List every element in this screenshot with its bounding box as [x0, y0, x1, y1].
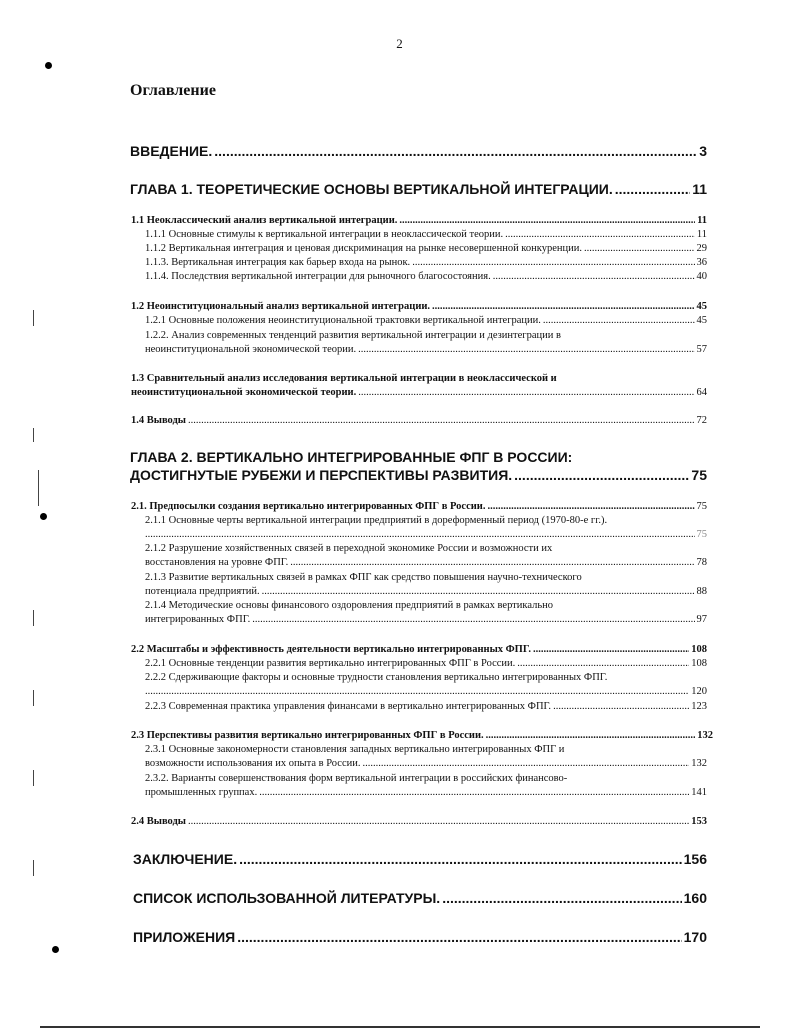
dot-leader	[262, 586, 695, 597]
dot-leader	[252, 614, 694, 625]
toc-entry-2-1-3[interactable]	[145, 586, 707, 597]
toc-entry-2-1-4-line1[interactable]: 2.1.4 Методические основы финансового оздоровления предприятий в рамках вертикально	[145, 600, 553, 611]
toc-entry-text: ЗАКЛЮЧЕНИЕ.	[133, 851, 238, 867]
toc-entry-2-1[interactable]	[131, 501, 707, 512]
dot-leader	[543, 315, 695, 326]
dot-leader	[145, 686, 689, 697]
toc-entry-1-1-3[interactable]	[145, 257, 707, 268]
scan-edge-line	[40, 1026, 760, 1028]
toc-entry-2-4[interactable]	[131, 816, 707, 827]
toc-entry-introduction[interactable]	[130, 143, 707, 159]
toc-entry-page: 108	[691, 658, 707, 669]
dot-leader	[493, 271, 695, 282]
toc-entry-1-2-2-line1[interactable]: 1.2.2. Анализ современных тенденций развития вертикальной интеграции и дезинтеграции в	[145, 330, 561, 341]
dot-leader	[505, 229, 695, 240]
toc-entry-page: 11	[692, 181, 707, 197]
dot-leader	[188, 415, 694, 426]
toc-entry-page: 97	[696, 614, 707, 625]
toc-entry-text: 1.1.4. Последствия вертикальной интеграции для рыночного благосостояния.	[145, 271, 491, 282]
toc-entry-text: 1.2.1 Основные положения неоинституциональной трактовки вертикальной интеграции.	[145, 315, 541, 326]
toc-entry-text: промышленных группах.	[145, 787, 258, 798]
toc-entry-page: 132	[697, 730, 713, 741]
toc-entry-page: 132	[691, 758, 707, 769]
toc-entry-page: 11	[697, 215, 707, 226]
dot-leader	[290, 557, 694, 568]
scan-mark	[33, 610, 34, 626]
dot-leader	[432, 301, 694, 312]
toc-entry-page: 45	[696, 301, 707, 312]
scan-dot	[40, 513, 47, 520]
toc-entry-text: возможности использования их опыта в России.	[145, 758, 361, 769]
toc-entry-page: 64	[696, 387, 707, 398]
toc-entry-text: восстановления на уровне ФПГ.	[145, 557, 289, 568]
toc-entry-text: 1.1.1 Основные стимулы к вертикальной интеграции в неоклассической теории.	[145, 229, 504, 240]
toc-entry-2-2-3[interactable]	[145, 701, 707, 712]
toc-entry-1-2[interactable]	[131, 301, 707, 312]
toc-entry-conclusion[interactable]	[133, 851, 707, 867]
page-number: 2	[396, 36, 403, 51]
dot-leader	[362, 758, 689, 769]
toc-entry-page: 88	[696, 586, 707, 597]
scan-mark	[38, 470, 39, 506]
dot-leader	[188, 816, 689, 827]
toc-entry-1-3-line1[interactable]: 1.3 Сравнительный анализ исследования вертикальной интеграции в неоклассической и	[131, 373, 557, 384]
dot-leader	[487, 501, 694, 512]
dot-leader	[358, 344, 694, 355]
toc-entry-text: 2.2.1 Основные тенденции развития вертикально интегрированных ФПГ в России.	[145, 658, 516, 669]
toc-entry-1-1-2[interactable]	[145, 243, 707, 254]
toc-entry-page: 75	[696, 529, 707, 540]
toc-entry-text: 1.2 Неоинституциональный анализ вертикальной интеграции.	[131, 301, 431, 312]
toc-entry-2-1-4[interactable]	[145, 614, 707, 625]
dot-leader	[514, 467, 689, 483]
dot-leader	[214, 143, 697, 159]
toc-entry-2-3[interactable]	[131, 730, 713, 741]
scan-mark	[33, 310, 34, 326]
toc-entry-1-1[interactable]	[131, 215, 707, 226]
dot-leader	[358, 387, 694, 398]
toc-entry-text: интегрированных ФПГ.	[145, 614, 251, 625]
toc-entry-text: ГЛАВА 1. ТЕОРЕТИЧЕСКИЕ ОСНОВЫ ВЕРТИКАЛЬНОЙ ИНТЕГРАЦИИ.	[130, 181, 613, 197]
toc-entry-chapter-2-line1[interactable]: ГЛАВА 2. ВЕРТИКАЛЬНО ИНТЕГРИРОВАННЫЕ ФПГ В РОССИИ:	[130, 449, 573, 465]
toc-entry-2-1-3-line1[interactable]: 2.1.3 Развитие вертикальных связей в рамках ФПГ как средство повышения научно-технического	[145, 572, 582, 583]
scan-mark	[33, 860, 34, 876]
toc-entry-page: 78	[696, 557, 707, 568]
toc-entry-2-2-2[interactable]	[145, 686, 707, 697]
toc-entry-page: 3	[699, 143, 707, 159]
toc-entry-text: потенциала предприятий.	[145, 586, 260, 597]
toc-entry-text: ВВЕДЕНИЕ.	[130, 143, 213, 159]
toc-entry-page: 123	[691, 701, 707, 712]
toc-entry-bibliography[interactable]	[133, 890, 707, 906]
toc-entry-1-2-2[interactable]	[145, 344, 707, 355]
toc-entry-2-2-2-line1[interactable]: 2.2.2 Сдерживающие факторы и основные трудности становления вертикально интегрированных ФПГ.	[145, 672, 608, 683]
dot-leader	[615, 181, 690, 197]
toc-entry-page: 72	[696, 415, 707, 426]
toc-entry-1-3[interactable]	[131, 387, 707, 398]
toc-entry-2-1-1[interactable]	[145, 529, 707, 540]
toc-entry-page: 45	[696, 315, 707, 326]
toc-entry-page: 120	[691, 686, 707, 697]
toc-entry-2-1-1-line1[interactable]: 2.1.1 Основные черты вертикальной интеграции предприятий в дореформенный период (1970-80-е гг.).	[145, 515, 608, 526]
toc-entry-page: 29	[696, 243, 707, 254]
dot-leader	[239, 851, 682, 867]
toc-entry-chapter-2[interactable]	[130, 467, 707, 483]
toc-entry-page: 156	[683, 851, 707, 867]
scan-mark	[33, 428, 34, 442]
toc-entry-2-1-2[interactable]	[145, 557, 707, 568]
dot-leader	[442, 890, 681, 906]
toc-entry-text: 2.4 Выводы	[131, 816, 187, 827]
dot-leader	[553, 701, 689, 712]
toc-entry-2-3-1-line1[interactable]: 2.3.1 Основные закономерности становления западных вертикально интегрированных ФПГ и	[145, 744, 565, 755]
toc-entry-text: неоинституциональной экономической теории.	[145, 344, 357, 355]
toc-entry-2-2[interactable]	[131, 644, 707, 655]
toc-entry-page: 141	[691, 787, 707, 798]
toc-entry-page: 170	[683, 929, 707, 945]
dot-leader	[145, 529, 695, 540]
toc-entry-page: 153	[691, 816, 707, 827]
toc-entry-text: СПИСОК ИСПОЛЬЗОВАННОЙ ЛИТЕРАТУРЫ.	[133, 890, 441, 906]
toc-title: Оглавление	[130, 82, 216, 99]
toc-entry-text: 2.1. Предпосылки создания вертикально интегрированных ФПГ в России.	[131, 501, 486, 512]
toc-entry-text: 2.3 Перспективы развития вертикально интегрированных ФПГ в России.	[131, 730, 484, 741]
scan-mark	[33, 690, 34, 706]
dot-leader	[237, 929, 681, 945]
toc-entry-page: 108	[691, 644, 707, 655]
toc-entry-text: ДОСТИГНУТЫЕ РУБЕЖИ И ПЕРСПЕКТИВЫ РАЗВИТИЯ.	[130, 467, 513, 483]
toc-entry-1-1-1[interactable]	[145, 229, 707, 240]
toc-entry-1-2-1[interactable]	[145, 315, 707, 326]
toc-entry-2-3-2[interactable]	[145, 787, 707, 798]
scan-dot	[45, 62, 52, 69]
dot-leader	[259, 787, 689, 798]
toc-entry-2-1-2-line1[interactable]: 2.1.2 Разрушение хозяйственных связей в переходной экономике России и возможности их	[145, 543, 553, 554]
toc-entry-page: 57	[696, 344, 707, 355]
dot-leader	[517, 658, 689, 669]
toc-entry-2-3-2-line1[interactable]: 2.3.2. Варианты совершенствования форм вертикальной интеграции в российских финансово-	[145, 773, 568, 784]
toc-entry-text: 1.1.2 Вертикальная интеграция и ценовая дискриминация на рынке несовершенной конкуренции.	[145, 243, 582, 254]
dot-leader	[486, 730, 696, 741]
toc-entry-text: 2.2.3 Современная практика управления финансами в вертикально интегрированных ФПГ.	[145, 701, 552, 712]
scan-dot	[52, 946, 59, 953]
toc-entry-page: 36	[696, 257, 707, 268]
toc-entry-text: ПРИЛОЖЕНИЯ	[133, 929, 236, 945]
dot-leader	[584, 243, 695, 254]
toc-entry-2-3-1[interactable]	[145, 758, 707, 769]
toc-entry-text: 1.4 Выводы	[131, 415, 187, 426]
toc-entry-page: 11	[696, 229, 707, 240]
toc-entry-text: 1.1.3. Вертикальная интеграция как барьер входа на рынок.	[145, 257, 411, 268]
toc-entry-1-4[interactable]	[131, 415, 707, 426]
toc-entry-1-1-4[interactable]	[145, 271, 707, 282]
dot-leader	[533, 644, 689, 655]
toc-entry-page: 75	[691, 467, 707, 483]
toc-entry-appendix[interactable]	[133, 929, 707, 945]
toc-entry-2-2-1[interactable]	[145, 658, 707, 669]
toc-entry-page: 75	[696, 501, 707, 512]
toc-entry-chapter-1[interactable]	[130, 181, 707, 197]
toc-entry-text: 2.2 Масштабы и эффективность деятельности вертикально интегрированных ФПГ.	[131, 644, 531, 655]
dot-leader	[412, 257, 694, 268]
toc-entry-page: 40	[696, 271, 707, 282]
dot-leader	[399, 215, 695, 226]
scan-mark	[33, 770, 34, 786]
toc-entry-text: 1.1 Неоклассический анализ вертикальной интеграции.	[131, 215, 398, 226]
toc-entry-text: неоинституциональной экономической теории.	[131, 387, 357, 398]
toc-entry-page: 160	[683, 890, 707, 906]
